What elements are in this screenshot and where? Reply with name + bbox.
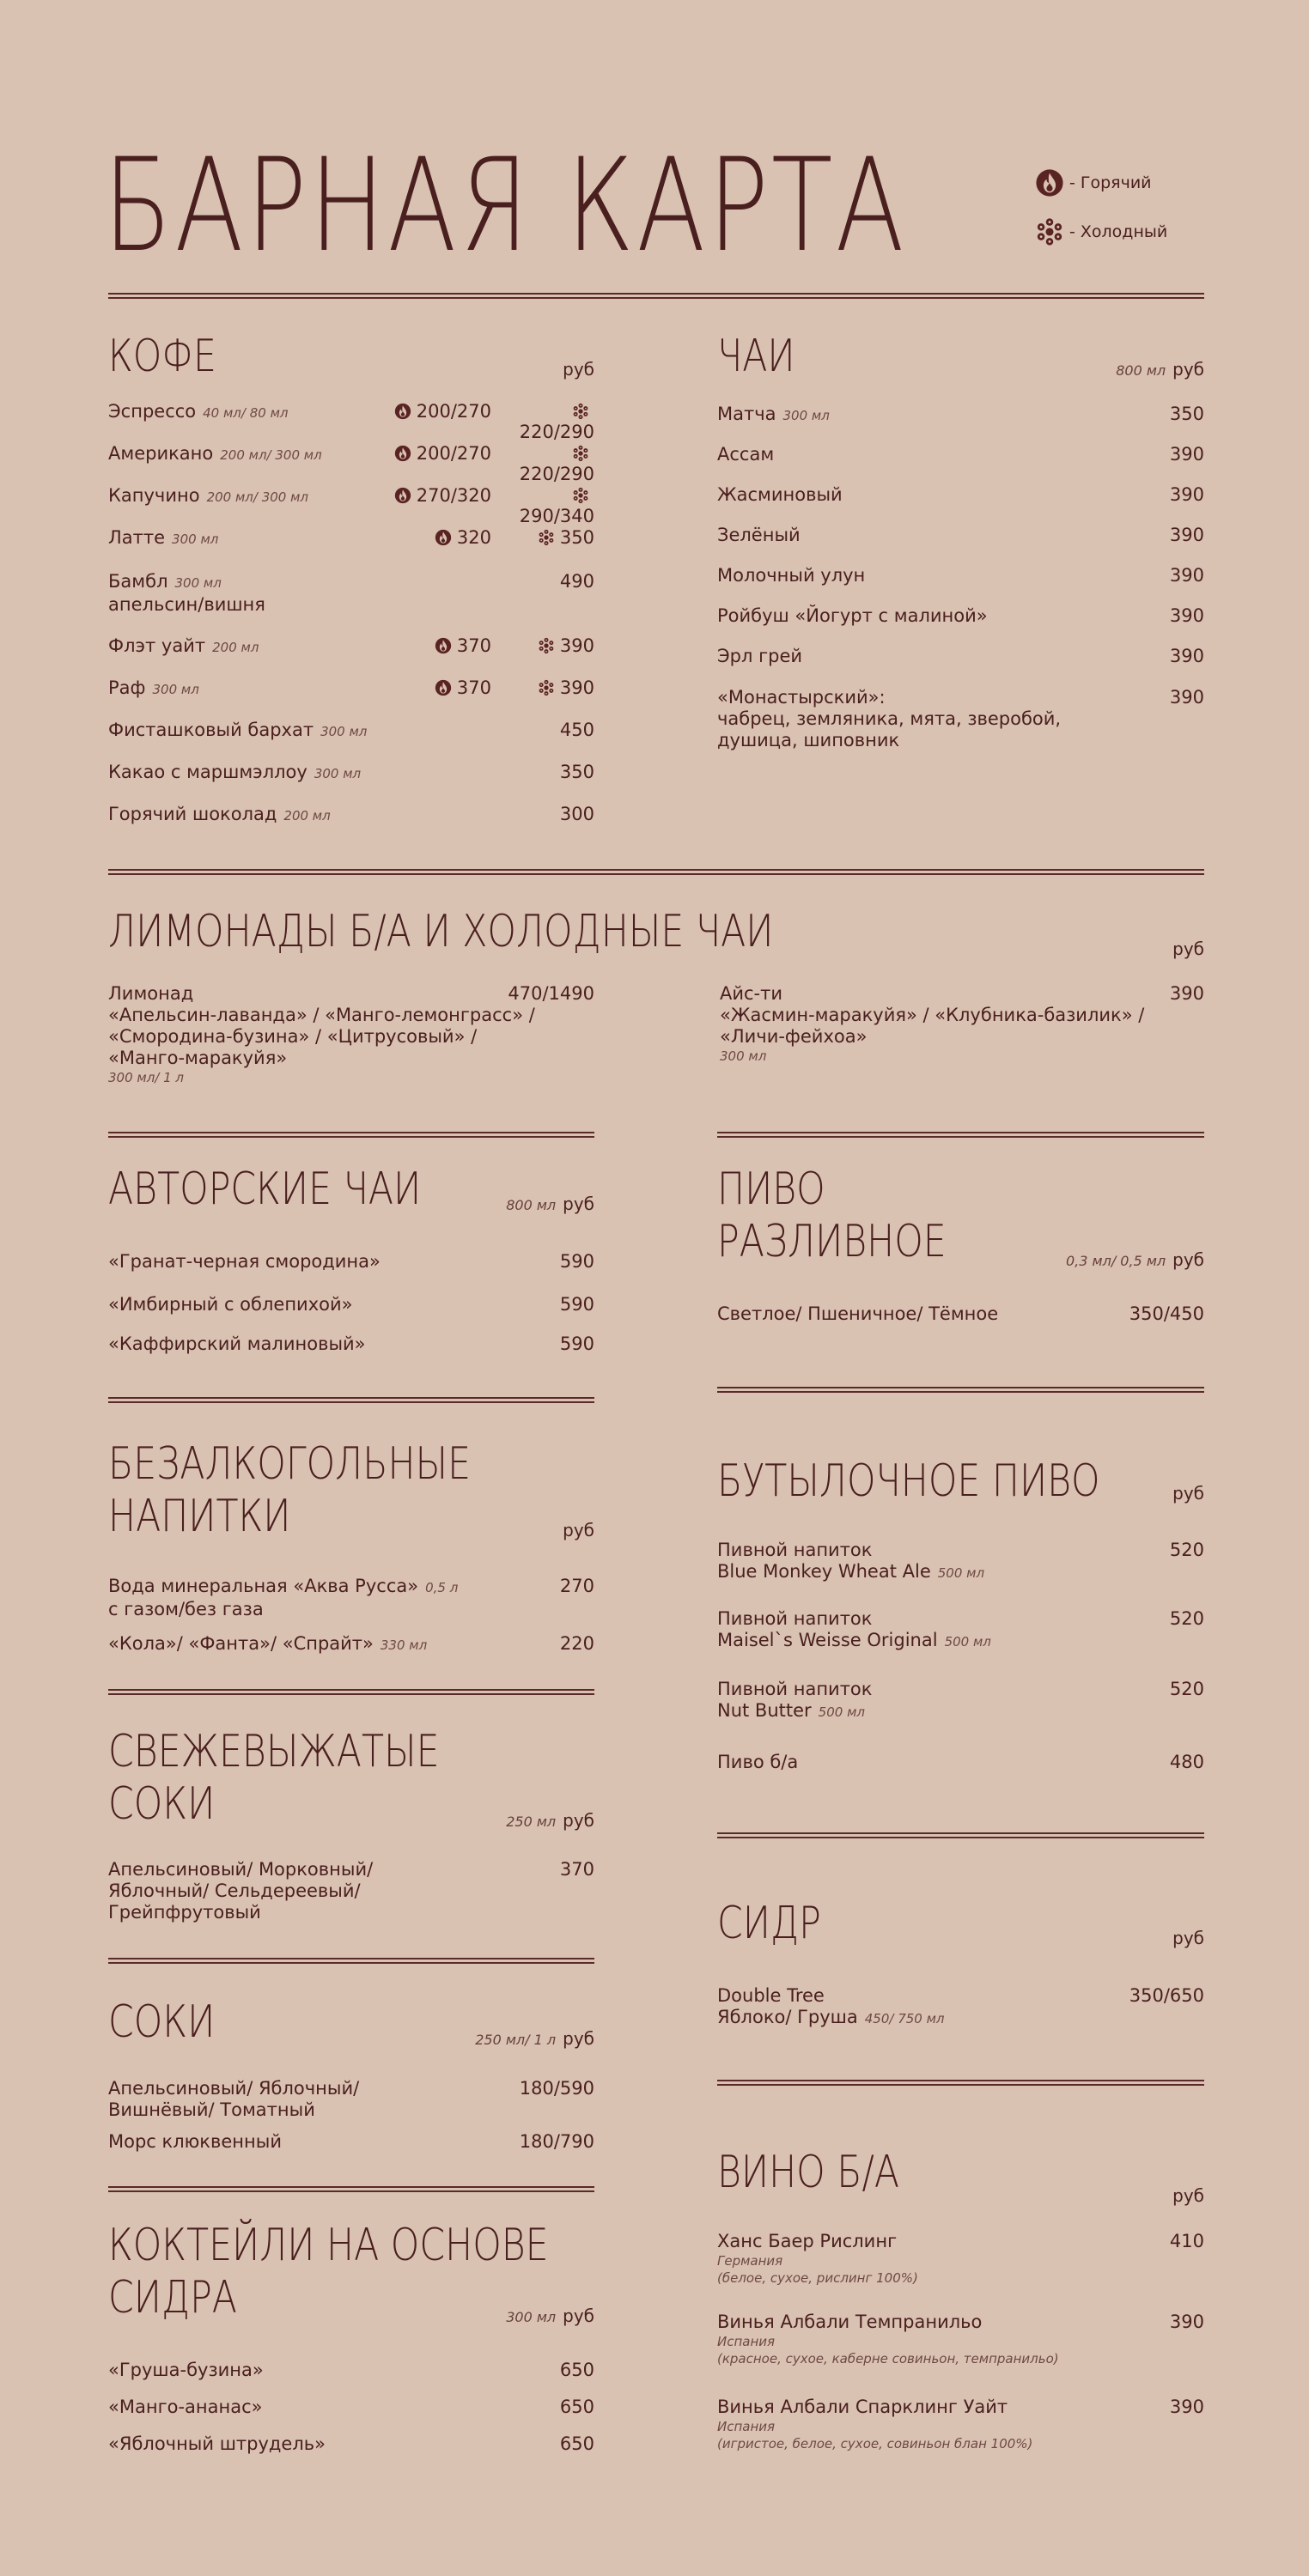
- item-price: 480: [1169, 1752, 1204, 1772]
- item-price: 390: [1169, 525, 1204, 545]
- item-name: Апельсиновый/ Морковный/: [108, 1859, 374, 1880]
- item-volume: 500 мл: [937, 1565, 985, 1581]
- item-description: (игристое, белое, сухое, совиньон блан 100%): [717, 2436, 1033, 2451]
- item-country: Испания: [717, 2419, 776, 2434]
- snowflake-icon: [572, 403, 589, 420]
- item-price: 390: [1169, 605, 1204, 626]
- menu-item: [108, 677, 560, 701]
- page-title: БАРНАЯ КАРТА: [103, 131, 907, 281]
- item-volume: 300 мл: [152, 682, 199, 697]
- item-volume: 0,5 л: [425, 1580, 459, 1595]
- icetea-price: 390: [1169, 983, 1204, 1004]
- item-volume: 300 мл: [782, 408, 830, 423]
- item-name: Молочный улун: [717, 565, 866, 586]
- item-volume: 40 мл/ 80 мл: [203, 405, 289, 421]
- cold-price: 220/290: [519, 464, 594, 484]
- rub-label: руб: [1172, 1928, 1204, 1948]
- item-price: 650: [559, 2433, 594, 2454]
- divider: [108, 1689, 594, 1695]
- divider: [108, 869, 1204, 875]
- item-name: «Манго-ананас»: [108, 2397, 263, 2417]
- rub-label: руб: [563, 2306, 594, 2326]
- item-price: 520: [1169, 1540, 1204, 1560]
- item-name: Латте: [108, 527, 166, 548]
- item-price: 390: [1169, 484, 1204, 505]
- flame-icon: [435, 679, 452, 696]
- item-name: «Кола»/ «Фанта»/ «Спрайт»: [108, 1633, 374, 1654]
- hot-price: 200/270: [416, 443, 491, 464]
- item-description: (красное, сухое, каберне совиньон, темпранильо): [717, 2351, 1059, 2366]
- item-price: 390: [1169, 2397, 1204, 2417]
- item-name: «Каффирский малиновый»: [108, 1334, 366, 1354]
- item-name: Пиво б/а: [717, 1752, 799, 1772]
- item-name: Эспрессо: [108, 401, 197, 422]
- item-price-hot: [388, 485, 491, 506]
- rub-label: руб: [563, 2028, 594, 2049]
- lemonades-unit: [1117, 939, 1204, 959]
- item-detail: душица, шиповник: [717, 730, 900, 750]
- item-volume: 200 мл/ 300 мл: [206, 489, 309, 505]
- menu-item: [108, 527, 560, 550]
- item-price: 390: [1169, 565, 1204, 586]
- item-volume: 300 мл: [320, 724, 368, 739]
- flame-icon: [394, 487, 411, 504]
- item-volume: 500 мл: [818, 1704, 865, 1720]
- divider: [717, 1132, 1204, 1138]
- icetea-flavors-2: «Личи-фейхоа»: [720, 1026, 868, 1047]
- item-name: Пивной напиток: [717, 1608, 873, 1629]
- item-price-cold: [498, 443, 594, 484]
- legend-cold: [1035, 217, 1167, 246]
- item-price-hot: [388, 443, 491, 464]
- snowflake-icon: [1035, 217, 1064, 246]
- item-detail: апельсин/вишня: [108, 594, 265, 615]
- item-name: «Яблочный штрудель»: [108, 2433, 326, 2454]
- juice-vol: 250 мл/ 1 л: [475, 2032, 557, 2048]
- hot-price: 320: [456, 527, 491, 548]
- snowflake-icon: [572, 445, 589, 462]
- item-name: Апельсиновый/ Яблочный/: [108, 2078, 360, 2099]
- item-name: Пивной напиток: [717, 1540, 873, 1560]
- rub-label: руб: [563, 1810, 594, 1831]
- item-name: Винья Албали Темпранильо: [717, 2312, 983, 2332]
- wine-title: ВИНО Б/А: [717, 2147, 900, 2198]
- soft-title-2: НАПИТКИ: [108, 1491, 291, 1543]
- menu-item: [108, 485, 560, 508]
- item-detail: чабрец, земляника, мята, зверобой,: [717, 708, 1062, 729]
- rub-label: руб: [1172, 939, 1204, 959]
- item-country: Германия: [717, 2253, 783, 2269]
- item-volume: 200 мл: [212, 640, 259, 655]
- rub-label: руб: [1172, 359, 1204, 380]
- bottle-beer-unit: [1117, 1483, 1204, 1504]
- item-name: «Груша-бузина»: [108, 2360, 264, 2380]
- coffee-title: КОФЕ: [108, 331, 216, 382]
- divider: [717, 1832, 1204, 1838]
- item-name: Вода минеральная «Аква Русса»: [108, 1576, 419, 1596]
- fresh-vol: 250 мл: [506, 1814, 557, 1830]
- menu-item: [108, 635, 560, 659]
- item-price-hot: [388, 677, 491, 698]
- lemonade-price: 470/1490: [508, 983, 594, 1004]
- menu-item: [108, 443, 560, 466]
- item-price: 220: [559, 1633, 594, 1654]
- icetea-item: [720, 983, 1149, 1065]
- flame-icon: [1035, 168, 1064, 197]
- cider-unit: [1117, 1928, 1204, 1948]
- tea-vol: 800 мл: [1116, 362, 1166, 379]
- cold-price: 350: [559, 527, 594, 548]
- lemonades-title: ЛИМОНАДЫ Б/А И ХОЛОДНЫЕ ЧАИ: [108, 906, 774, 957]
- soft-unit: [481, 1520, 594, 1540]
- rub-label: руб: [563, 1194, 594, 1214]
- item-price: 390: [1169, 444, 1204, 465]
- divider: [108, 1397, 594, 1403]
- flame-icon: [435, 529, 452, 546]
- tea-title: ЧАИ: [717, 331, 795, 382]
- item-volume: 300 мл: [172, 532, 219, 547]
- draft-beer-title-2: РАЗЛИВНОЕ: [717, 1216, 947, 1268]
- item-price: 300: [559, 804, 594, 824]
- bottle-beer-title: БУТЫЛОЧНОЕ ПИВО: [717, 1455, 1100, 1507]
- item-detail: Maisel`s Weisse Original: [717, 1630, 938, 1650]
- rub-label: руб: [1172, 1249, 1204, 1270]
- item-name: Фисташковый бархат: [108, 720, 314, 740]
- snowflake-icon: [572, 487, 589, 504]
- hot-price: 370: [456, 677, 491, 698]
- juice-unit: [412, 2028, 594, 2049]
- lemonade-flavors-1: «Апельсин-лаванда» / «Манго-лемонграсс» /: [108, 1005, 535, 1025]
- item-price: 520: [1169, 1679, 1204, 1699]
- item-name: Горячий шоколад: [108, 804, 277, 824]
- item-price-cold: [498, 635, 594, 656]
- flame-icon: [435, 637, 452, 654]
- item-volume: 450/ 750 мл: [864, 2011, 945, 2026]
- rub-label: руб: [1172, 1483, 1204, 1504]
- item-name: Морс клюквенный: [108, 2131, 282, 2152]
- item-name: Ассам: [717, 444, 775, 465]
- tea-unit: [1031, 359, 1204, 380]
- draft-beer-title-1: ПИВО: [717, 1163, 825, 1215]
- snowflake-icon: [538, 679, 555, 696]
- item-description: (белое, сухое, рислинг 100%): [717, 2270, 918, 2286]
- item-name: Американо: [108, 443, 214, 464]
- item-volume: 300 мл: [314, 766, 362, 781]
- fresh-unit: [429, 1810, 594, 1831]
- wine-unit: [1117, 2185, 1204, 2206]
- item-volume: 300 мл: [174, 575, 222, 591]
- flame-icon: [394, 403, 411, 420]
- item-detail: Яблоко/ Груша: [717, 2007, 858, 2027]
- cocktails-unit: [429, 2306, 594, 2326]
- item-price: 590: [559, 1251, 594, 1272]
- cold-price: 290/340: [519, 506, 594, 526]
- snowflake-icon: [538, 529, 555, 546]
- item-price: 270: [559, 1576, 594, 1596]
- author-tea-unit: [429, 1194, 594, 1214]
- item-name: Светлое/ Пшеничное/ Тёмное: [717, 1303, 999, 1324]
- legend-hot-label: - Горячий: [1069, 173, 1152, 192]
- item-price: 180/590: [519, 2078, 594, 2099]
- item-detail: с газом/без газа: [108, 1599, 264, 1619]
- soft-title: [108, 1438, 471, 1544]
- lemonade-vol: 300 мл/ 1 л: [108, 1070, 185, 1085]
- item-country: Испания: [717, 2334, 776, 2349]
- item-price-cold: [498, 527, 594, 548]
- item-price-cold: [498, 677, 594, 698]
- item-name: Какао с маршмэллоу: [108, 762, 307, 782]
- item-name: «Монастырский»:: [717, 687, 886, 708]
- item-name: «Имбирный с облепихой»: [108, 1294, 353, 1315]
- item-name: Зелёный: [717, 525, 801, 545]
- item-detail: Nut Butter: [717, 1700, 812, 1721]
- hot-price: 270/320: [416, 485, 491, 506]
- item-detail: Вишнёвый/ Томатный: [108, 2099, 315, 2120]
- item-name: Матча: [717, 404, 776, 424]
- divider: [108, 2186, 594, 2192]
- item-volume: 200 мл/ 300 мл: [220, 447, 322, 463]
- divider: [108, 1132, 594, 1138]
- legend-hot: [1035, 168, 1152, 197]
- cocktails-title-1: КОКТЕЙЛИ НА ОСНОВЕ: [108, 2220, 549, 2271]
- item-name: Винья Албали Спарклинг Уайт: [717, 2397, 1008, 2417]
- cold-price: 390: [559, 677, 594, 698]
- item-price: 490: [559, 571, 594, 592]
- cold-price: 220/290: [519, 422, 594, 442]
- fresh-title-1: СВЕЖЕВЫЖАТЫЕ: [108, 1726, 440, 1777]
- flame-icon: [394, 445, 411, 462]
- item-price: 450: [559, 720, 594, 740]
- hot-price: 370: [456, 635, 491, 656]
- item-volume: 500 мл: [944, 1634, 991, 1649]
- item-name: Жасминовый: [717, 484, 843, 505]
- item-name: Капучино: [108, 485, 200, 506]
- coffee-unit: [481, 359, 594, 380]
- item-price: 390: [1169, 2312, 1204, 2332]
- item-price: 390: [1169, 646, 1204, 666]
- divider: [717, 2080, 1204, 2086]
- cider-title: СИДР: [717, 1898, 821, 1949]
- icetea-flavors-1: «Жасмин-маракуйя» / «Клубника-базилик» /: [720, 1005, 1145, 1025]
- fresh-title-2: СОКИ: [108, 1778, 216, 1831]
- item-price: 390: [1169, 687, 1204, 708]
- item-price: 180/790: [519, 2131, 594, 2152]
- soft-title-1: БЕЗАЛКОГОЛЬНЫЕ: [108, 1438, 472, 1490]
- lemonade-flavors-2: «Смородина-бузина» / «Цитрусовый» /: [108, 1026, 478, 1047]
- rub-label: руб: [563, 1520, 594, 1540]
- item-name: Флэт уайт: [108, 635, 206, 656]
- cocktails-vol: 300 мл: [506, 2309, 557, 2325]
- author-tea-title: АВТОРСКИЕ ЧАИ: [108, 1163, 422, 1215]
- item-name: Бамбл: [108, 571, 168, 592]
- menu-item: [108, 401, 560, 424]
- item-price: 350/450: [1129, 1303, 1204, 1324]
- item-price-cold: [498, 485, 594, 526]
- lemonade-flavors-3: «Манго-маракуйя»: [108, 1048, 288, 1068]
- item-detail: Грейпфрутовый: [108, 1902, 261, 1923]
- divider: [108, 1958, 594, 1964]
- item-volume: 330 мл: [380, 1637, 428, 1653]
- item-name: Эрл грей: [717, 646, 803, 666]
- author-tea-vol: 800 мл: [506, 1197, 557, 1213]
- draft-beer-vol: 0,3 мл/ 0,5 мл: [1065, 1253, 1166, 1269]
- item-name: Раф: [108, 677, 146, 698]
- item-name: Double Tree: [717, 1985, 825, 2006]
- divider: [717, 1387, 1204, 1393]
- fresh-title: [108, 1726, 440, 1832]
- item-price: 590: [559, 1334, 594, 1354]
- item-price: 350/650: [1129, 1985, 1204, 2006]
- rub-label: руб: [1172, 2185, 1204, 2206]
- item-name: Ханс Баер Рислинг: [717, 2231, 898, 2251]
- item-price: 650: [559, 2360, 594, 2380]
- item-name: Ройбуш «Йогурт с малиной»: [717, 605, 988, 626]
- icetea-vol: 300 мл: [720, 1048, 767, 1064]
- rub-label: руб: [563, 359, 594, 380]
- draft-beer-title: [717, 1163, 947, 1269]
- item-price: 370: [559, 1859, 594, 1880]
- snowflake-icon: [538, 637, 555, 654]
- divider: [108, 293, 1204, 299]
- icetea-name: Айс-ти: [720, 983, 783, 1004]
- item-detail: Яблочный/ Сельдереевый/: [108, 1880, 361, 1901]
- item-price: 350: [1169, 404, 1204, 424]
- item-price-hot: [388, 401, 491, 422]
- item-price: 590: [559, 1294, 594, 1315]
- item-price-hot: [388, 527, 491, 548]
- cold-price: 390: [559, 635, 594, 656]
- item-name: Пивной напиток: [717, 1679, 873, 1699]
- draft-beer-unit: [988, 1249, 1204, 1270]
- item-price: 520: [1169, 1608, 1204, 1629]
- item-detail: Blue Monkey Wheat Ale: [717, 1561, 931, 1582]
- juice-title: СОКИ: [108, 1996, 216, 2048]
- hot-price: 200/270: [416, 401, 491, 422]
- item-price: 650: [559, 2397, 594, 2417]
- cocktails-title-2: СИДРА: [108, 2272, 237, 2324]
- item-price: 350: [559, 762, 594, 782]
- legend-cold-label: - Холодный: [1069, 222, 1168, 241]
- item-price: 410: [1169, 2231, 1204, 2251]
- lemonade-name: Лимонад: [108, 983, 194, 1004]
- item-volume: 200 мл: [283, 808, 331, 823]
- item-name: «Гранат-черная смородина»: [108, 1251, 381, 1272]
- item-price-hot: [388, 635, 491, 656]
- item-price-cold: [498, 401, 594, 442]
